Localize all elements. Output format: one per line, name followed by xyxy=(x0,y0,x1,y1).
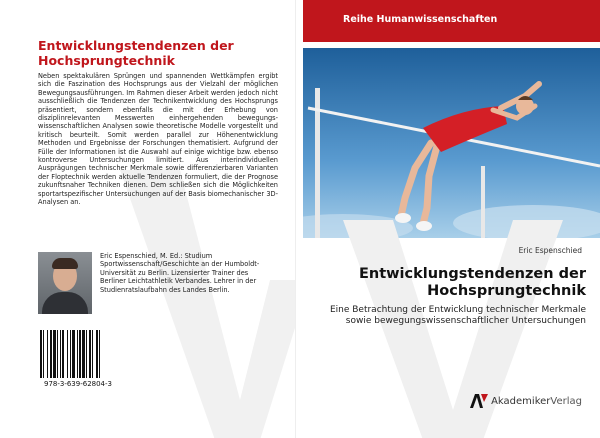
book-subtitle: Eine Betrachtung der Entwicklung technischer Merkmale sowie bewegungswissenschaftlicher Untersuchungen xyxy=(329,305,586,326)
series-label: Reihe Humanwissenschaften xyxy=(343,14,498,25)
series-band xyxy=(303,0,600,42)
back-cover xyxy=(0,0,295,438)
publisher-logo xyxy=(470,394,582,408)
publisher-name-part-1: Akademiker xyxy=(491,395,551,407)
back-description: Neben spektakulären Sprüngen und spannenden Wettkämpfen ergibt sich die Faszination des Hochsprungs aus der Vielzahl der möglichen Bewegungsausführungen. Im Rahmen dieser Arbeit werden jedoch nicht ausschließlich die Tendenzen der Technikentwicklung des Hochsprungs präsentiert, sondern ebenfalls die mit der Erhebung von disziplinrelevanten Messwerten einhergehenden bewegungs-wissenschaftlichen Analysen sowie theoretische Modelle vorgestellt und kritisch beurteilt. Somit werden parallel zur Höhenentwicklung Methoden und Ergebnisse der Forschungen thematisiert. Aufgrund der Fülle der Informationen ist die Auswahl auf einige wichtige bzw. ebenso kontroverse Untersuchungen limitiert. Aus interindividuellen Ausprägungen technischer Merkmale sowie differenzierbaren Varianten der Floptechnik werden aktuelle Tendenzen formuliert, die der Prognose zukunftsnaher Techniken dienen. Dem schließen sich die Möglichkeiten sportartspezifischer Untersuchungen auf der Basis biomechanischer 3D-Analysen an. xyxy=(38,72,278,207)
av-logo-icon xyxy=(470,394,488,408)
book-title: Entwicklungstendenzen der Hochsprungtechnik xyxy=(358,266,586,299)
author-photo xyxy=(38,252,92,314)
author-name: Eric Espenschied xyxy=(518,246,582,255)
back-title: Entwicklungstendenzen der Hochsprungtechnik xyxy=(38,38,234,68)
author-bio: Eric Espenschied, M. Ed.: Studium Sportwissenschaft/Geschichte an der Humboldt-Universität zu Berlin. Lizensierter Trainer des Berliner Leichtathletik Verbandes. Lehrer in der Studienratslaufbahn des Landes Berlin. xyxy=(100,252,260,294)
barcode-icon xyxy=(38,330,118,380)
v-watermark-icon xyxy=(120,170,295,438)
front-cover xyxy=(303,0,600,438)
isbn-number: 978-3-639-62804-3 xyxy=(43,380,112,388)
publisher-name-part-2: Verlag xyxy=(550,395,582,407)
